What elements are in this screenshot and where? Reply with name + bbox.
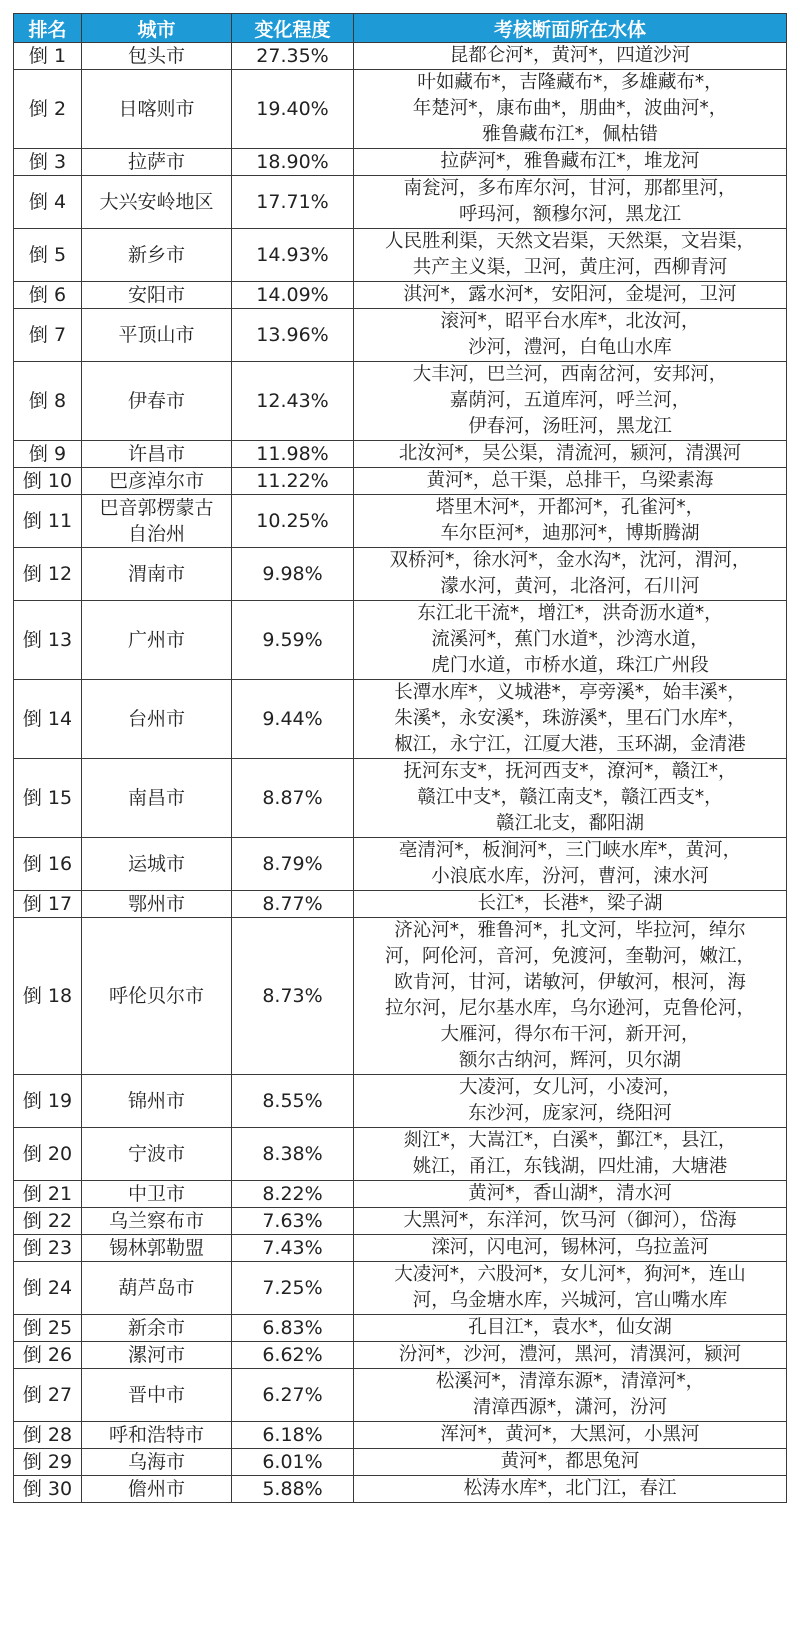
change-cell: 27.35% [232, 43, 354, 70]
table-row [14, 548, 787, 601]
water-body-cell: 济沁河*，雅鲁河*，扎文河，毕拉河，绰尔 河，阿伦河，音河，免渡河，奎勒河，嫩江， 欧肯河，甘河，诺敏河，伊敏河，根河，海 拉尔河，尼尔基水库，乌尔逊河，克鲁伦河， 大雁河，得尔布干河，新开河， 额尔古纳河，辉河，贝尔湖 [354, 918, 787, 1075]
water-body-cell: 双桥河*，徐水河*，金水沟*，沈河，渭河， 濛水河，黄河，北洛河，石川河 [354, 548, 787, 601]
city-cell: 儋州市 [82, 1476, 232, 1503]
table-row [14, 918, 787, 1075]
change-cell: 6.01% [232, 1449, 354, 1476]
rank-cell: 倒 28 [14, 1422, 82, 1449]
water-body-cell: 黄河*，总干渠，总排干，乌梁素海 [354, 468, 787, 495]
city-cell: 安阳市 [82, 282, 232, 309]
rank-cell: 倒 2 [14, 70, 82, 149]
rank-cell: 倒 17 [14, 891, 82, 918]
water-body-cell: 抚河东支*，抚河西支*，潦河*，赣江*， 赣江中支*，赣江南支*，赣江西支*， 赣江北支，鄱阳湖 [354, 759, 787, 838]
water-body-cell: 东江北干流*，增江*，洪奇沥水道*， 流溪河*，蕉门水道*，沙湾水道， 虎门水道，市桥水道，珠江广州段 [354, 601, 787, 680]
change-cell: 11.22% [232, 468, 354, 495]
table-row [14, 229, 787, 282]
rank-cell: 倒 13 [14, 601, 82, 680]
table-row [14, 441, 787, 468]
rank-cell: 倒 15 [14, 759, 82, 838]
city-cell: 平顶山市 [82, 309, 232, 362]
change-cell: 14.93% [232, 229, 354, 282]
water-body-cell: 人民胜利渠，天然文岩渠，天然渠，文岩渠， 共产主义渠，卫河，黄庄河，西柳青河 [354, 229, 787, 282]
change-cell: 10.25% [232, 495, 354, 548]
city-cell: 呼和浩特市 [82, 1422, 232, 1449]
header-rank: 排名 [14, 14, 82, 43]
water-body-cell: 大凌河，女儿河，小凌河， 东沙河，庞家河，绕阳河 [354, 1075, 787, 1128]
water-body-cell: 拉萨河*，雅鲁藏布江*，堆龙河 [354, 149, 787, 176]
table-row [14, 495, 787, 548]
table-row [14, 1208, 787, 1235]
change-cell: 8.73% [232, 918, 354, 1075]
rank-cell: 倒 9 [14, 441, 82, 468]
city-cell: 锡林郭勒盟 [82, 1235, 232, 1262]
city-cell: 乌海市 [82, 1449, 232, 1476]
water-body-cell: 叶如藏布*，吉隆藏布*，多雄藏布*， 年楚河*，康布曲*，朋曲*，波曲河*， 雅鲁藏布江*，佩枯错 [354, 70, 787, 149]
change-cell: 7.43% [232, 1235, 354, 1262]
city-cell: 大兴安岭地区 [82, 176, 232, 229]
table-row [14, 176, 787, 229]
table-row [14, 759, 787, 838]
table-body [14, 43, 787, 1503]
rank-cell: 倒 3 [14, 149, 82, 176]
table-row [14, 468, 787, 495]
table-row [14, 1262, 787, 1315]
water-body-cell: 松涛水库*，北门江，春江 [354, 1476, 787, 1503]
water-body-cell: 大黑河*，东洋河，饮马河（御河），岱海 [354, 1208, 787, 1235]
table-row [14, 1235, 787, 1262]
water-body-cell: 北汝河*，吴公渠，清流河，颍河，清潩河 [354, 441, 787, 468]
city-cell: 运城市 [82, 838, 232, 891]
water-body-cell: 大凌河*，六股河*，女儿河*，狗河*，连山 河，乌金塘水库，兴城河，宫山嘴水库 [354, 1262, 787, 1315]
ranking-table-container [13, 13, 786, 1503]
table-row [14, 1128, 787, 1181]
rank-cell: 倒 29 [14, 1449, 82, 1476]
change-cell: 12.43% [232, 362, 354, 441]
city-cell: 锦州市 [82, 1075, 232, 1128]
rank-cell: 倒 24 [14, 1262, 82, 1315]
city-cell: 新乡市 [82, 229, 232, 282]
rank-cell: 倒 1 [14, 43, 82, 70]
water-body-cell: 黄河*，都思兔河 [354, 1449, 787, 1476]
header-change: 变化程度 [232, 14, 354, 43]
rank-cell: 倒 20 [14, 1128, 82, 1181]
table-row [14, 1476, 787, 1503]
water-body-cell: 大丰河，巴兰河，西南岔河，安邦河， 嘉荫河，五道库河，呼兰河， 伊春河，汤旺河，黑龙江 [354, 362, 787, 441]
change-cell: 6.18% [232, 1422, 354, 1449]
table-row [14, 1181, 787, 1208]
change-cell: 8.22% [232, 1181, 354, 1208]
city-cell: 拉萨市 [82, 149, 232, 176]
rank-cell: 倒 21 [14, 1181, 82, 1208]
rank-cell: 倒 27 [14, 1369, 82, 1422]
water-body-cell: 淇河*，露水河*，安阳河，金堤河，卫河 [354, 282, 787, 309]
table-row [14, 309, 787, 362]
table-row [14, 362, 787, 441]
rank-cell: 倒 12 [14, 548, 82, 601]
change-cell: 9.59% [232, 601, 354, 680]
city-cell: 乌兰察布市 [82, 1208, 232, 1235]
water-body-cell: 亳清河*，板涧河*，三门峡水库*，黄河， 小浪底水库，汾河，曹河，涑水河 [354, 838, 787, 891]
water-body-cell: 塔里木河*，开都河*，孔雀河*， 车尔臣河*，迪那河*，博斯腾湖 [354, 495, 787, 548]
table-row [14, 70, 787, 149]
city-cell: 巴彦淖尔市 [82, 468, 232, 495]
rank-cell: 倒 16 [14, 838, 82, 891]
header-water-body: 考核断面所在水体 [354, 14, 787, 43]
change-cell: 17.71% [232, 176, 354, 229]
water-body-cell: 汾河*，沙河，澧河，黑河，清潩河，颍河 [354, 1342, 787, 1369]
city-cell: 台州市 [82, 680, 232, 759]
change-cell: 6.27% [232, 1369, 354, 1422]
water-quality-ranking-table [13, 13, 787, 1503]
city-cell: 宁波市 [82, 1128, 232, 1181]
rank-cell: 倒 5 [14, 229, 82, 282]
rank-cell: 倒 30 [14, 1476, 82, 1503]
water-body-cell: 松溪河*，清漳东源*，清漳河*， 清漳西源*，潇河，汾河 [354, 1369, 787, 1422]
table-row [14, 1422, 787, 1449]
rank-cell: 倒 25 [14, 1315, 82, 1342]
city-cell: 巴音郭楞蒙古 自治州 [82, 495, 232, 548]
change-cell: 18.90% [232, 149, 354, 176]
table-row [14, 1075, 787, 1128]
change-cell: 8.55% [232, 1075, 354, 1128]
city-cell: 渭南市 [82, 548, 232, 601]
change-cell: 7.63% [232, 1208, 354, 1235]
rank-cell: 倒 11 [14, 495, 82, 548]
city-cell: 许昌市 [82, 441, 232, 468]
city-cell: 新余市 [82, 1315, 232, 1342]
city-cell: 南昌市 [82, 759, 232, 838]
city-cell: 葫芦岛市 [82, 1262, 232, 1315]
change-cell: 6.83% [232, 1315, 354, 1342]
change-cell: 8.38% [232, 1128, 354, 1181]
header-city: 城市 [82, 14, 232, 43]
water-body-cell: 南瓮河，多布库尔河，甘河，那都里河， 呼玛河，额穆尔河，黑龙江 [354, 176, 787, 229]
rank-cell: 倒 6 [14, 282, 82, 309]
rank-cell: 倒 23 [14, 1235, 82, 1262]
change-cell: 6.62% [232, 1342, 354, 1369]
rank-cell: 倒 19 [14, 1075, 82, 1128]
table-row [14, 149, 787, 176]
city-cell: 中卫市 [82, 1181, 232, 1208]
city-cell: 漯河市 [82, 1342, 232, 1369]
city-cell: 呼伦贝尔市 [82, 918, 232, 1075]
rank-cell: 倒 26 [14, 1342, 82, 1369]
city-cell: 日喀则市 [82, 70, 232, 149]
table-row [14, 43, 787, 70]
change-cell: 14.09% [232, 282, 354, 309]
change-cell: 9.98% [232, 548, 354, 601]
water-body-cell: 孔目江*，袁水*，仙女湖 [354, 1315, 787, 1342]
table-row [14, 282, 787, 309]
water-body-cell: 长江*，长港*，梁子湖 [354, 891, 787, 918]
table-row [14, 1315, 787, 1342]
change-cell: 5.88% [232, 1476, 354, 1503]
water-body-cell: 滚河*，昭平台水库*，北汝河， 沙河，澧河，白龟山水库 [354, 309, 787, 362]
rank-cell: 倒 8 [14, 362, 82, 441]
rank-cell: 倒 4 [14, 176, 82, 229]
water-body-cell: 长潭水库*，义城港*，亭旁溪*，始丰溪*， 朱溪*，永安溪*，珠游溪*，里石门水库*， 椒江，永宁江，江厦大港，玉环湖，金清港 [354, 680, 787, 759]
water-body-cell: 浑河*，黄河*，大黑河，小黑河 [354, 1422, 787, 1449]
change-cell: 8.87% [232, 759, 354, 838]
water-body-cell: 剡江*，大嵩江*，白溪*，鄞江*，县江， 姚江，甬江，东钱湖，四灶浦，大塘港 [354, 1128, 787, 1181]
city-cell: 晋中市 [82, 1369, 232, 1422]
table-header-row [14, 14, 787, 43]
change-cell: 13.96% [232, 309, 354, 362]
change-cell: 11.98% [232, 441, 354, 468]
rank-cell: 倒 14 [14, 680, 82, 759]
rank-cell: 倒 22 [14, 1208, 82, 1235]
city-cell: 包头市 [82, 43, 232, 70]
water-body-cell: 黄河*，香山湖*，清水河 [354, 1181, 787, 1208]
table-row [14, 1369, 787, 1422]
change-cell: 9.44% [232, 680, 354, 759]
change-cell: 8.79% [232, 838, 354, 891]
table-row [14, 838, 787, 891]
change-cell: 7.25% [232, 1262, 354, 1315]
water-body-cell: 滦河，闪电河，锡林河，乌拉盖河 [354, 1235, 787, 1262]
water-body-cell: 昆都仑河*，黄河*，四道沙河 [354, 43, 787, 70]
city-cell: 伊春市 [82, 362, 232, 441]
rank-cell: 倒 10 [14, 468, 82, 495]
rank-cell: 倒 7 [14, 309, 82, 362]
city-cell: 鄂州市 [82, 891, 232, 918]
table-row [14, 1342, 787, 1369]
table-row [14, 680, 787, 759]
table-row [14, 891, 787, 918]
table-row [14, 601, 787, 680]
table-row [14, 1449, 787, 1476]
change-cell: 19.40% [232, 70, 354, 149]
city-cell: 广州市 [82, 601, 232, 680]
rank-cell: 倒 18 [14, 918, 82, 1075]
change-cell: 8.77% [232, 891, 354, 918]
